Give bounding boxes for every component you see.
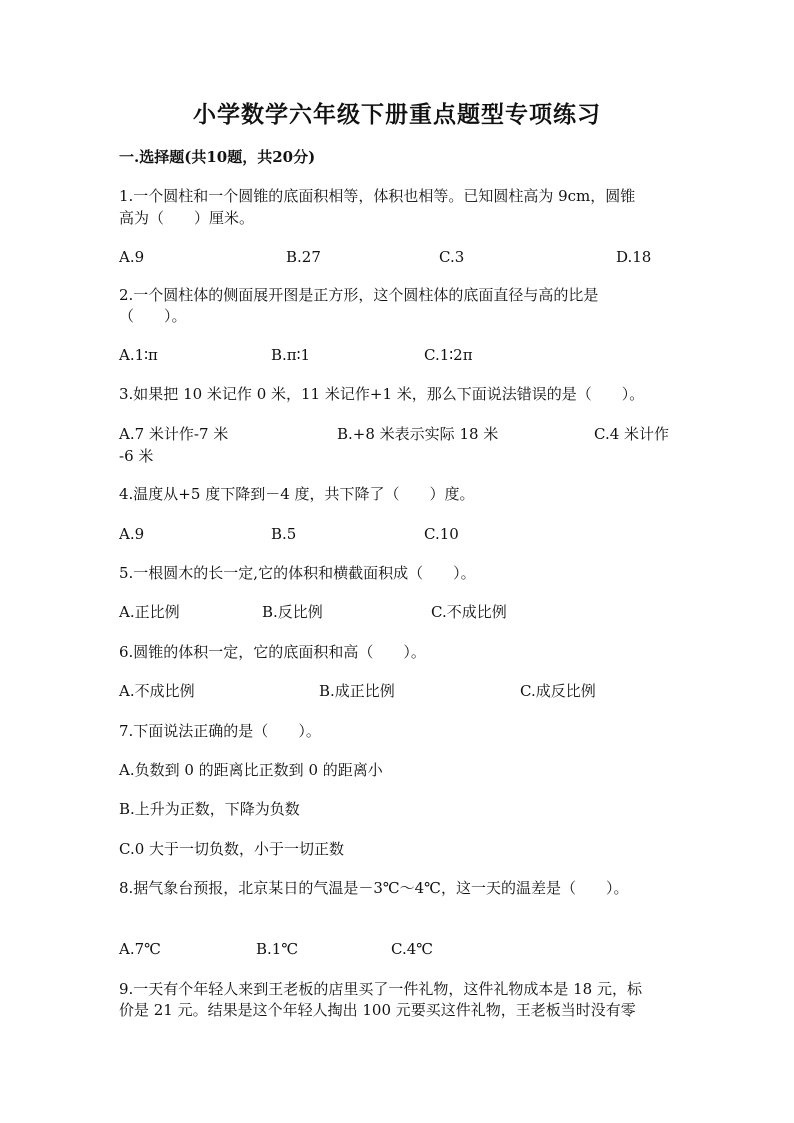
question-3-option-b: B.+8 米表示实际 18 米	[337, 425, 499, 443]
question-1-option-a: A.9	[119, 248, 145, 266]
question-4-option-b: B.5	[271, 525, 297, 543]
question-2-option-c: C.1∶2π	[424, 346, 473, 364]
section-heading: 一.选择题(共10题，共20分)	[119, 148, 316, 166]
question-7-option-c: C.0 大于一切负数，小于一切正数	[119, 840, 345, 858]
question-6-option-c: C.成反比例	[520, 682, 596, 700]
question-3-option-c: C.4 米计作	[594, 425, 670, 443]
question-6-option-b: B.成正比例	[319, 682, 395, 700]
question-8-text-line1: 8.据气象台预报，北京某日的气温是－3℃～4℃，这一天的温差是（ ）。	[119, 879, 629, 897]
question-1-text-line2: 高为（ ）厘米。	[119, 209, 255, 227]
question-6-text-line1: 6.圆锥的体积一定，它的底面积和高（ ）。	[119, 643, 426, 661]
question-8-option-c: C.4℃	[391, 940, 434, 958]
question-9-text-line2: 价是 21 元。结果是这个年轻人掏出 100 元要买这件礼物，王老板当时没有零	[119, 1001, 636, 1019]
question-1-option-b: B.27	[286, 248, 321, 266]
question-1-option-d: D.18	[616, 248, 652, 266]
question-2-option-a: A.1∶π	[119, 346, 158, 364]
question-2-option-b: B.π∶1	[271, 346, 311, 364]
question-1-text-line1: 1.一个圆柱和一个圆锥的底面积相等，体积也相等。已知圆柱高为 9cm，圆锥	[119, 187, 636, 205]
question-5-option-a: A.正比例	[119, 603, 180, 621]
question-3-option-c-continued: -6 米	[119, 447, 154, 465]
question-4-text-line1: 4.温度从+5 度下降到－4 度，共下降了（ ）度。	[119, 485, 475, 503]
question-7-option-b: B.上升为正数，下降为负数	[119, 800, 300, 818]
question-8-option-a: A.7℃	[119, 940, 161, 958]
question-2-text-line2: （ ）。	[119, 307, 187, 325]
page-title: 小学数学六年级下册重点题型专项练习	[193, 101, 601, 128]
question-5-option-b: B.反比例	[262, 603, 323, 621]
question-5-text-line1: 5.一根圆木的长一定,它的体积和横截面积成（ ）。	[119, 564, 476, 582]
question-4-option-c: C.10	[424, 525, 459, 543]
question-4-option-a: A.9	[119, 525, 145, 543]
question-1-option-c: C.3	[439, 248, 465, 266]
question-2-text-line1: 2.一个圆柱体的侧面展开图是正方形，这个圆柱体的底面直径与高的比是	[119, 286, 599, 304]
question-9-text-line1: 9.一天有个年轻人来到王老板的店里买了一件礼物，这件礼物成本是 18 元，标	[119, 980, 642, 998]
question-8-option-b: B.1℃	[256, 940, 299, 958]
question-6-option-a: A.不成比例	[119, 682, 195, 700]
question-7-option-a: A.负数到 0 的距离比正数到 0 的距离小	[119, 761, 383, 779]
question-3-text-line1: 3.如果把 10 米记作 0 米，11 米记作+1 米，那么下面说法错误的是（ ）。	[119, 385, 645, 403]
question-3-option-a: A.7 米计作-7 米	[119, 425, 229, 443]
question-5-option-c: C.不成比例	[431, 603, 507, 621]
question-7-text-line1: 7.下面说法正确的是（ ）。	[119, 722, 321, 740]
